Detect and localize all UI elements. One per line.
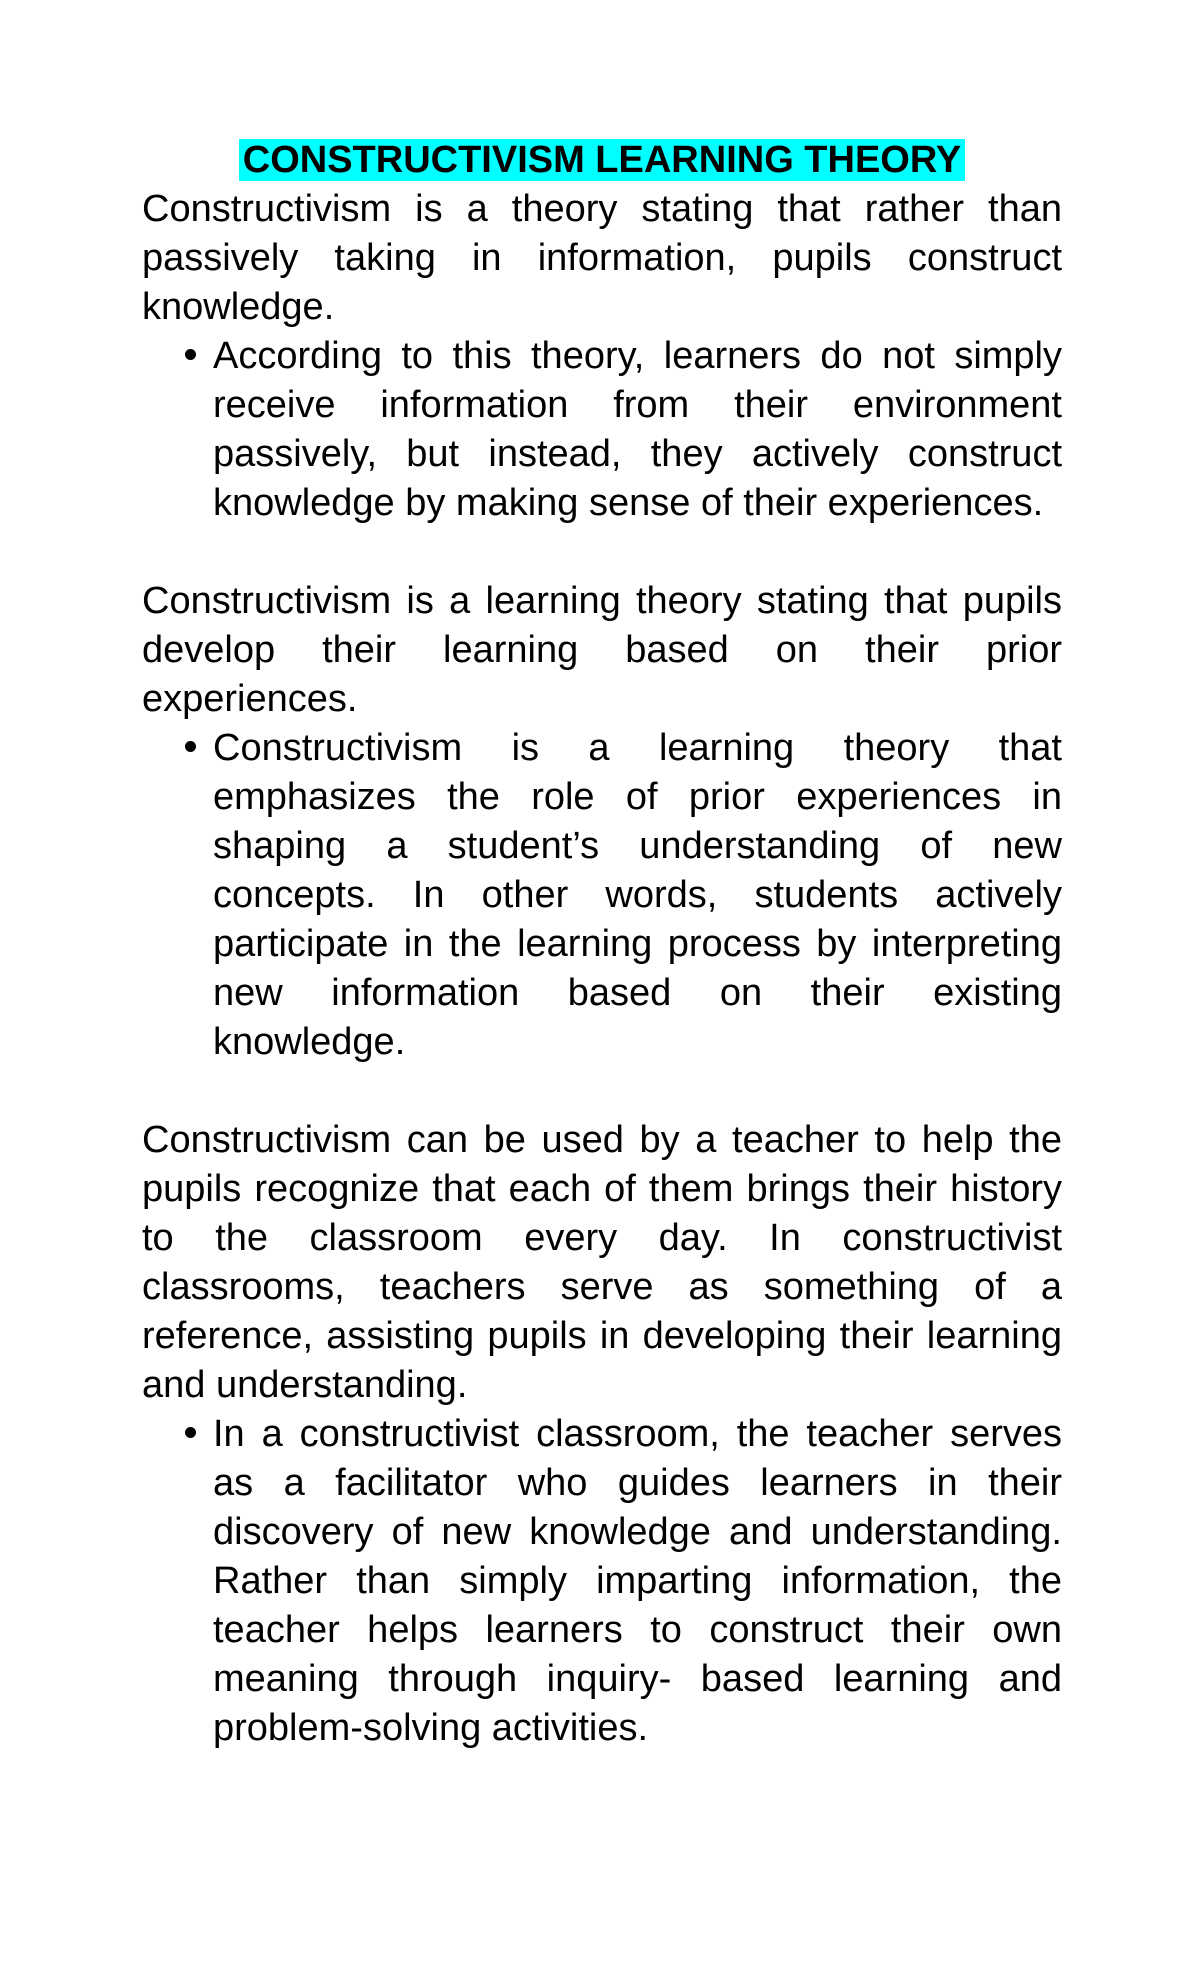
section-3-bullet-list [142,1410,1062,1753]
bullet-icon [180,332,200,381]
document-title: CONSTRUCTIVISM LEARNING THEORY [239,139,966,181]
bullet-icon [180,724,200,773]
section-spacer [142,528,1062,577]
section-3-bullet-text: In a constructivist classroom, the teacher serves as a facilitator who guides learners in their discovery of new knowledge and understanding. Rather than simply imparting information, the teacher helps learners to construct their own meaning through inquiry- based learning and problem-solving activities. [213,1413,1062,1749]
section-1-paragraph: Constructivism is a theory stating that rather than passively taking in information, pupils construct knowledge. [142,188,1062,328]
bullet-icon [180,1410,200,1459]
list-item [142,332,1062,528]
title-row [142,136,1062,185]
section-2-paragraph: Constructivism is a learning theory stating that pupils develop their learning based on their prior experiences. [142,580,1062,720]
list-item [142,1410,1062,1753]
list-item [142,724,1062,1067]
section-2-bullet-list [142,724,1062,1067]
section-2-bullet-text: Constructivism is a learning theory that emphasizes the role of prior experiences in shaping a student’s understanding of new concepts. In other words, students actively participate in the learning process by interpreting new information based on their existing knowledge. [213,727,1062,1063]
section-3-paragraph: Constructivism can be used by a teacher to help the pupils recognize that each of them brings their history to the classroom every day. In constructivist classrooms, teachers serve as something of a reference, assisting pupils in developing their learning and understanding. [142,1119,1062,1406]
section-1-bullet-text: According to this theory, learners do not simply receive information from their environment passively, but instead, they actively construct knowledge by making sense of their experiences. [213,335,1062,524]
document-body [142,136,1062,1753]
section-1-bullet-list [142,332,1062,528]
section-spacer [142,1067,1062,1116]
